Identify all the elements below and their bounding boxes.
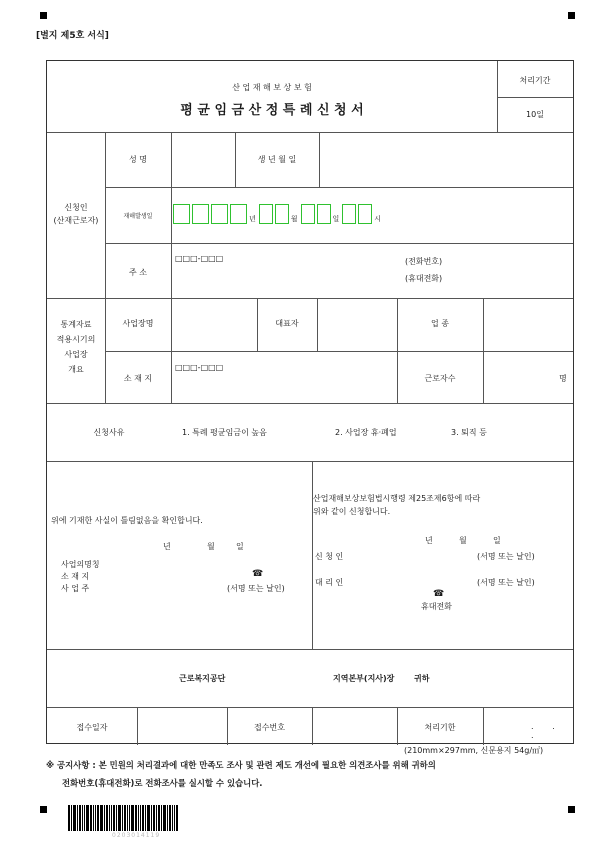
unit-hour: 시 — [374, 214, 382, 223]
deadline-value[interactable]: . . . — [531, 722, 563, 740]
address-postal-code[interactable]: □□□-□□□ — [175, 254, 224, 263]
birth-date-input[interactable] — [319, 132, 573, 187]
workplace-name-label: 사업장명 — [122, 319, 154, 328]
received-date-input[interactable] — [137, 707, 227, 745]
notice-line-1: ※ 공지사항 : 본 민원의 처리결과에 대한 만족도 조사 및 관련 제도 개선에 필요한 의견조사를 위해 귀하의 — [46, 760, 436, 770]
reason-option-2[interactable]: 2. 사업장 휴·폐업 — [335, 428, 397, 437]
application-statement-line-2: 위와 같이 신청합니다. — [313, 507, 391, 516]
owner-sign-label: (서명 또는 날인) — [227, 584, 285, 593]
injury-month-box-2[interactable] — [275, 204, 289, 224]
name-label: 성 명 — [129, 155, 147, 164]
corner-marker-bottom-left — [40, 806, 47, 813]
recipient-honorific: 귀하 — [414, 674, 430, 683]
received-date-label: 접수일자 — [76, 723, 108, 732]
recipient-branch: 지역본부(지사)장 — [333, 674, 395, 683]
applicant-section-label: 신청인 (산재근로자) — [53, 203, 99, 225]
workplace-location-label: 소 재 지 — [123, 374, 153, 383]
injury-month-box-1[interactable] — [259, 204, 273, 224]
address-label: 주 소 — [129, 268, 147, 277]
business-name-label: 사업의명칭 — [61, 560, 100, 569]
barcode — [68, 805, 204, 831]
deadline-label: 처리기한 — [424, 723, 456, 732]
injury-hour-box-1[interactable] — [342, 204, 356, 224]
corner-marker-top-left — [40, 12, 47, 19]
application-date-month: 월 — [459, 536, 467, 545]
applicant-sign-note: (서명 또는 날인) — [477, 552, 535, 561]
application-form — [46, 60, 574, 744]
workplace-postal-code[interactable]: □□□-□□□ — [175, 363, 224, 372]
phone-icon: ☎ — [252, 569, 264, 579]
workers-unit: 명 — [559, 374, 567, 383]
agent-sign-label: 대 리 인 — [315, 578, 344, 587]
injury-date-input[interactable] — [173, 203, 384, 224]
notice-line-2: 전화번호(휴대전화)로 전화조사를 실시할 수 있습니다. — [62, 778, 263, 788]
confirmation-statement: 위에 기재한 사실이 틀림없음을 확인합니다. — [51, 516, 203, 525]
barcode-number: 0203014119 — [112, 832, 161, 839]
industry-label: 업 종 — [431, 319, 449, 328]
application-statement-line-1: 산업재해보상보험법시행령 제25조제6항에 따라 — [313, 494, 481, 503]
injury-day-box-2[interactable] — [317, 204, 331, 224]
representative-label: 대표자 — [275, 319, 299, 328]
agent-mobile-label: 휴대전화 — [421, 602, 452, 611]
reason-label: 신청사유 — [93, 428, 125, 437]
workers-count-label: 근로자수 — [424, 374, 456, 383]
corner-marker-bottom-right — [568, 806, 575, 813]
confirm-date-month: 월 — [207, 542, 215, 551]
paper-spec: (210mm×297mm, 신문용지 54g/㎡) — [404, 746, 544, 755]
birth-date-label: 생 년 월 일 — [257, 155, 297, 164]
confirm-date-day: 일 — [236, 542, 244, 551]
notice-text — [46, 756, 586, 792]
name-input[interactable] — [171, 132, 235, 187]
application-date-day: 일 — [493, 536, 501, 545]
agent-sign-note: (서명 또는 날인) — [477, 578, 535, 587]
applicant-sign-label: 신 청 인 — [315, 552, 344, 561]
business-owner-label: 사 업 주 — [61, 584, 90, 593]
workplace-section-label: 통계자료 적용시기의 사업장 개요 — [56, 320, 96, 374]
corner-marker-top-right — [568, 12, 575, 19]
recipient-organization: 근로복지공단 — [179, 674, 226, 683]
form-number-label: [별지 제5호 서식] — [36, 31, 109, 41]
injury-year-box-2[interactable] — [192, 204, 209, 224]
injury-day-box-1[interactable] — [301, 204, 315, 224]
injury-year-box-3[interactable] — [211, 204, 228, 224]
received-number-label: 접수번호 — [254, 723, 285, 732]
reason-option-3[interactable]: 3. 퇴직 등 — [451, 428, 487, 437]
application-date-year: 년 — [425, 536, 433, 545]
injury-date-label: 재해발생일 — [123, 213, 153, 220]
reason-option-1[interactable]: 1. 특례 평균임금이 높음 — [182, 428, 267, 437]
form-title: 평 균 임 금 산 정 특 례 신 청 서 — [180, 103, 364, 118]
confirm-date-year: 년 — [163, 542, 171, 551]
unit-month: 월 — [290, 214, 298, 223]
injury-year-box-1[interactable] — [173, 204, 190, 224]
agent-phone-icon: ☎ — [433, 589, 445, 599]
mobile-label: (휴대전화) — [405, 274, 443, 283]
workplace-name-input[interactable] — [171, 298, 257, 351]
processing-period-value: 10일 — [526, 110, 544, 119]
unit-day: 일 — [332, 214, 340, 223]
form-subtitle: 산 업 재 해 보 상 보 험 — [232, 83, 312, 92]
injury-hour-box-2[interactable] — [358, 204, 372, 224]
business-location-label: 소 재 지 — [61, 572, 90, 581]
injury-year-box-4[interactable] — [230, 204, 247, 224]
phone-label: (전화번호) — [405, 257, 443, 266]
processing-period-label: 처리기간 — [519, 76, 551, 85]
received-number-input[interactable] — [312, 707, 397, 745]
unit-year: 년 — [249, 214, 256, 223]
